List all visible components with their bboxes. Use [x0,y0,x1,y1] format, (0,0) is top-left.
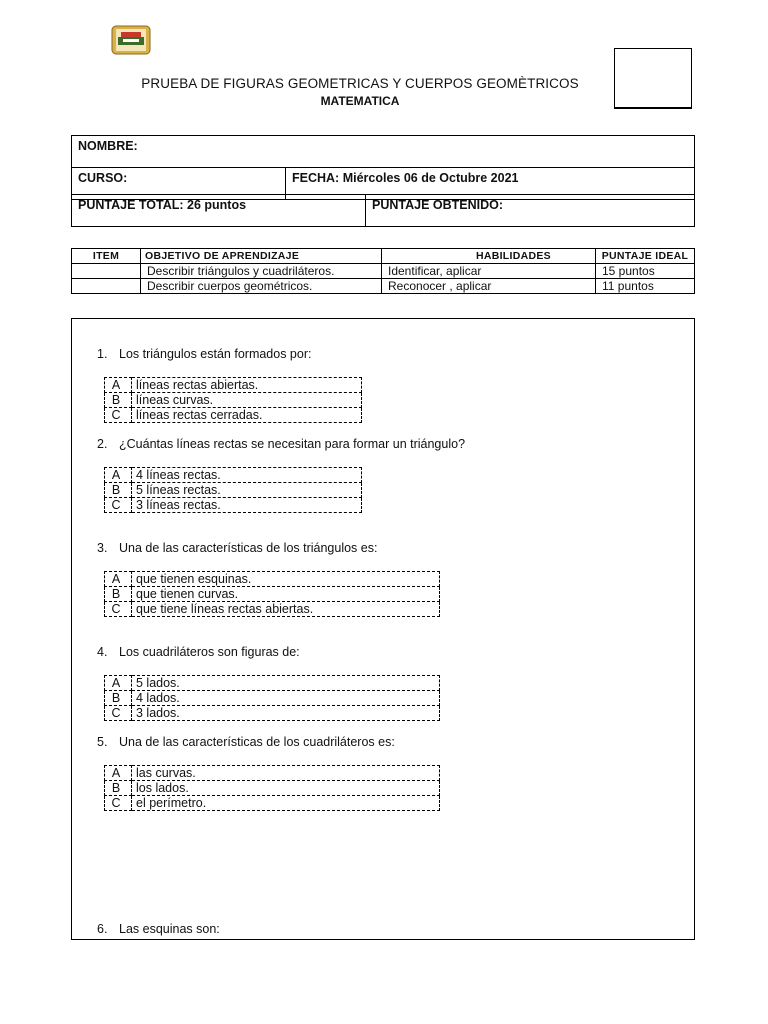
row-item [72,279,141,294]
objectives-header-row [72,249,695,264]
option-b[interactable] [105,483,362,498]
header-item: ITEM [72,249,141,264]
option-a[interactable] [105,468,362,483]
questions-box [71,318,695,940]
option-letter: B [105,393,132,408]
question-number: 1. [97,347,108,361]
row-item [72,264,141,279]
option-b[interactable] [105,393,362,408]
header-skills: HABILIDADES [382,249,596,264]
option-c[interactable] [105,498,362,513]
question-text: ¿Cuántas líneas rectas se necesitan para formar un triángulo? [119,437,466,451]
course-field[interactable]: CURSO: [72,168,286,200]
row-ideal-score: 11 puntos [596,279,695,294]
total-score-label: PUNTAJE TOTAL: 26 puntos [72,195,366,227]
question-text: Los cuadriláteros son figuras de: [119,645,300,659]
date-field: FECHA: Miércoles 06 de Octubre 2021 [286,168,695,200]
row-objective: Describir cuerpos geométricos. [141,279,382,294]
exam-subject: MATEMATICA [320,94,400,108]
option-letter: C [105,408,132,423]
option-letter: B [105,781,132,796]
option-text: que tiene líneas rectas abiertas. [132,602,440,617]
option-text: el perímetro. [132,796,440,811]
question-number: 5. [97,735,108,749]
option-text: líneas rectas abiertas. [132,378,362,393]
question-4-options [104,675,440,721]
name-field[interactable]: NOMBRE: [72,136,695,168]
option-text: 3 lados. [132,706,440,721]
objectives-table [71,248,695,294]
option-c[interactable] [105,602,440,617]
option-text: 4 lados. [132,691,440,706]
option-letter: B [105,587,132,602]
row-ideal-score: 15 puntos [596,264,695,279]
question-number: 2. [97,437,108,451]
question-text: Los triángulos están formados por: [119,347,312,361]
header-objective: OBJETIVO DE APRENDIZAJE [141,249,382,264]
grade-box [614,48,692,109]
option-letter: A [105,468,132,483]
question-6 [97,922,220,936]
table-row [72,279,695,294]
option-letter: C [105,498,132,513]
option-text: los lados. [132,781,440,796]
question-2-options [104,467,362,513]
option-text: líneas curvas. [132,393,362,408]
question-2 [97,437,465,451]
question-5-options [104,765,440,811]
question-text: Una de las características de los cuadriláteros es: [119,735,395,749]
question-3 [97,541,377,555]
option-letter: A [105,676,132,691]
question-number: 3. [97,541,108,555]
question-1 [97,347,311,361]
header-ideal-score: PUNTAJE IDEAL [596,249,695,264]
option-b[interactable] [105,781,440,796]
question-text: Una de las características de los triángulos es: [119,541,378,555]
option-letter: C [105,796,132,811]
question-text: Las esquinas son: [119,922,220,936]
option-a[interactable] [105,766,440,781]
option-text: 3 líneas rectas. [132,498,362,513]
option-a[interactable] [105,378,362,393]
score-info-table [71,194,695,227]
question-number: 6. [97,922,108,936]
option-letter: C [105,706,132,721]
question-number: 4. [97,645,108,659]
question-4 [97,645,300,659]
table-row [72,264,695,279]
question-3-options [104,571,440,617]
option-letter: A [105,572,132,587]
option-text: 5 líneas rectas. [132,483,362,498]
option-text: las curvas. [132,766,440,781]
row-objective: Describir triángulos y cuadriláteros. [141,264,382,279]
option-letter: C [105,602,132,617]
option-c[interactable] [105,796,440,811]
option-text: que tienen esquinas. [132,572,440,587]
question-1-options [104,377,362,423]
option-c[interactable] [105,408,362,423]
question-5 [97,735,395,749]
row-skills: Identificar, aplicar [382,264,596,279]
option-b[interactable] [105,587,440,602]
option-a[interactable] [105,572,440,587]
student-info-table [71,135,695,200]
option-text: 4 líneas rectas. [132,468,362,483]
option-c[interactable] [105,706,440,721]
option-a[interactable] [105,676,440,691]
option-text: 5 lados. [132,676,440,691]
school-logo [111,25,151,55]
row-skills: Reconocer , aplicar [382,279,596,294]
option-letter: A [105,378,132,393]
option-text: que tienen curvas. [132,587,440,602]
obtained-score-field[interactable]: PUNTAJE OBTENIDO: [366,195,695,227]
option-letter: B [105,691,132,706]
option-letter: B [105,483,132,498]
exam-title: PRUEBA DE FIGURAS GEOMETRICAS Y CUERPOS GEOMÈTRICOS [141,76,579,91]
option-b[interactable] [105,691,440,706]
option-text: líneas rectas cerradas. [132,408,362,423]
option-letter: A [105,766,132,781]
